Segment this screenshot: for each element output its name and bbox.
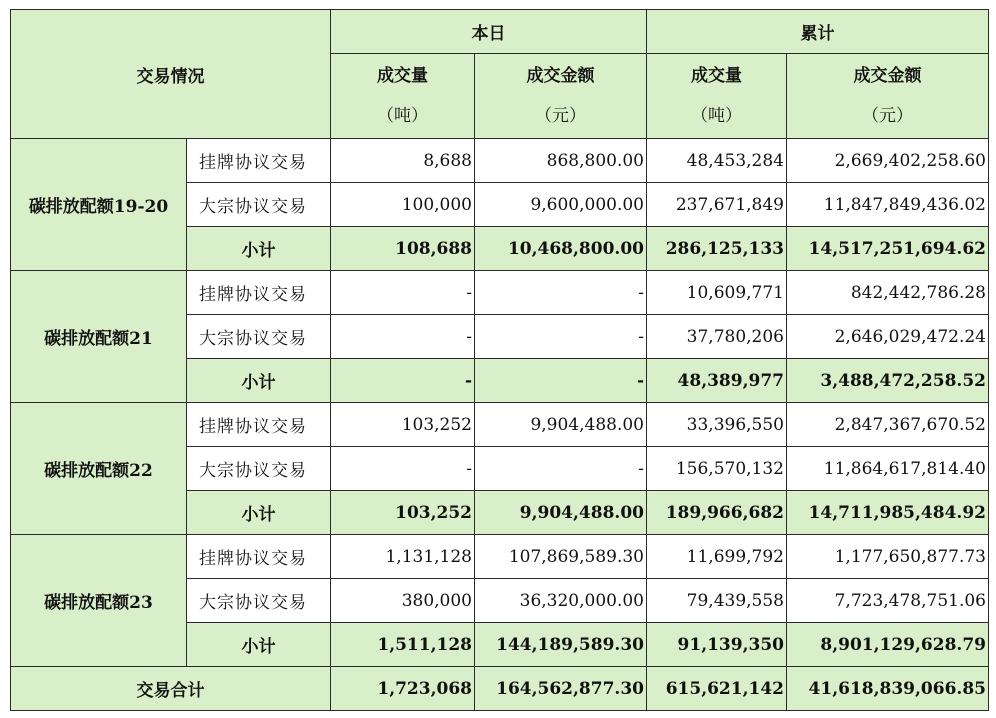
- today-volume: 108,688: [331, 227, 475, 271]
- header-cumulative-volume: [647, 54, 787, 139]
- header-today-volume: [331, 54, 475, 139]
- cumulative-volume: 156,570,132: [647, 447, 787, 491]
- trade-type: 大宗协议交易: [187, 447, 331, 491]
- today-amount: -: [475, 315, 647, 359]
- header-trade-info: 交易情况: [11, 10, 331, 139]
- today-amount: 107,869,589.30: [475, 535, 647, 579]
- header-volume-unit: （吨）: [691, 106, 742, 126]
- today-volume: 103,252: [331, 491, 475, 535]
- cumulative-amount: 1,177,650,877.73: [787, 535, 989, 579]
- today-amount: 868,800.00: [475, 139, 647, 183]
- cumulative-volume: 11,699,792: [647, 535, 787, 579]
- table-row: [11, 139, 989, 183]
- header-amount-unit: （元）: [535, 106, 586, 126]
- cumulative-amount: 2,847,367,670.52: [787, 403, 989, 447]
- header-cumulative: 累计: [647, 10, 989, 54]
- header-amount-label: 成交金额: [526, 66, 595, 86]
- total-row: [11, 667, 989, 711]
- cumulative-volume: 286,125,133: [647, 227, 787, 271]
- today-amount: 36,320,000.00: [475, 579, 647, 623]
- today-volume: -: [331, 359, 475, 403]
- subtotal-label: 小计: [187, 491, 331, 535]
- cumulative-amount: 842,442,786.28: [787, 271, 989, 315]
- trade-type: 挂牌协议交易: [187, 403, 331, 447]
- subtotal-label: 小计: [187, 623, 331, 667]
- today-volume: 8,688: [331, 139, 475, 183]
- today-amount: -: [475, 271, 647, 315]
- today-amount: 10,468,800.00: [475, 227, 647, 271]
- today-volume: 380,000: [331, 579, 475, 623]
- header-cumulative-amount: [787, 54, 989, 139]
- today-volume: 103,252: [331, 403, 475, 447]
- trade-type: 大宗协议交易: [187, 183, 331, 227]
- today-volume: -: [331, 315, 475, 359]
- cumulative-amount: 11,864,617,814.40: [787, 447, 989, 491]
- today-amount: 9,600,000.00: [475, 183, 647, 227]
- cumulative-amount: 2,669,402,258.60: [787, 139, 989, 183]
- cumulative-amount: 7,723,478,751.06: [787, 579, 989, 623]
- subtotal-label: 小计: [187, 359, 331, 403]
- today-volume: -: [331, 447, 475, 491]
- header-today-amount: [475, 54, 647, 139]
- header-volume-label: 成交量: [377, 66, 428, 86]
- group-name: 碳排放配额23: [11, 535, 187, 667]
- cumulative-volume: 48,453,284: [647, 139, 787, 183]
- table-row: [11, 535, 989, 579]
- cumulative-volume: 37,780,206: [647, 315, 787, 359]
- cumulative-amount: 14,517,251,694.62: [787, 227, 989, 271]
- cumulative-volume: 91,139,350: [647, 623, 787, 667]
- cumulative-volume: 79,439,558: [647, 579, 787, 623]
- group-name: 碳排放配额19-20: [11, 139, 187, 271]
- today-amount: 144,189,589.30: [475, 623, 647, 667]
- group-name: 碳排放配额22: [11, 403, 187, 535]
- header-volume-unit: （吨）: [377, 106, 428, 126]
- header-volume-label: 成交量: [691, 66, 742, 86]
- total-label: 交易合计: [11, 667, 331, 711]
- today-amount: 9,904,488.00: [475, 491, 647, 535]
- trade-type: 大宗协议交易: [187, 579, 331, 623]
- trade-type: 挂牌协议交易: [187, 271, 331, 315]
- trade-type: 挂牌协议交易: [187, 139, 331, 183]
- cumulative-amount: 8,901,129,628.79: [787, 623, 989, 667]
- trade-type: 挂牌协议交易: [187, 535, 331, 579]
- total-cumulative-amount: 41,618,839,066.85: [787, 667, 989, 711]
- group-name: 碳排放配额21: [11, 271, 187, 403]
- cumulative-volume: 189,966,682: [647, 491, 787, 535]
- today-amount: -: [475, 447, 647, 491]
- cumulative-amount: 14,711,985,484.92: [787, 491, 989, 535]
- cumulative-amount: 2,646,029,472.24: [787, 315, 989, 359]
- cumulative-volume: 33,396,550: [647, 403, 787, 447]
- header-amount-unit: （元）: [862, 106, 913, 126]
- today-volume: 100,000: [331, 183, 475, 227]
- subtotal-label: 小计: [187, 227, 331, 271]
- today-amount: 9,904,488.00: [475, 403, 647, 447]
- cumulative-volume: 10,609,771: [647, 271, 787, 315]
- total-cumulative-volume: 615,621,142: [647, 667, 787, 711]
- table-row: [11, 403, 989, 447]
- today-volume: 1,511,128: [331, 623, 475, 667]
- trading-summary-table: [10, 9, 989, 711]
- header-today: 本日: [331, 10, 647, 54]
- total-today-volume: 1,723,068: [331, 667, 475, 711]
- cumulative-amount: 3,488,472,258.52: [787, 359, 989, 403]
- today-volume: -: [331, 271, 475, 315]
- cumulative-amount: 11,847,849,436.02: [787, 183, 989, 227]
- today-amount: -: [475, 359, 647, 403]
- cumulative-volume: 237,671,849: [647, 183, 787, 227]
- today-volume: 1,131,128: [331, 535, 475, 579]
- cumulative-volume: 48,389,977: [647, 359, 787, 403]
- header-row-1: [11, 10, 989, 54]
- table-row: [11, 271, 989, 315]
- total-today-amount: 164,562,877.30: [475, 667, 647, 711]
- trade-type: 大宗协议交易: [187, 315, 331, 359]
- header-amount-label: 成交金额: [853, 66, 922, 86]
